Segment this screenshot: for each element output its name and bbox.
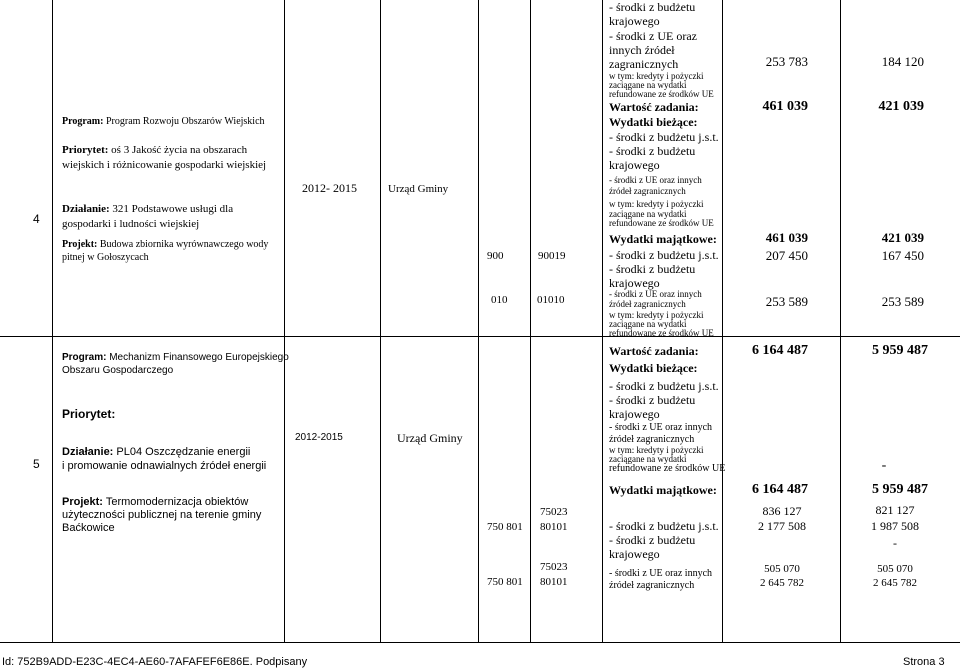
majatkowe-amount: 461 039 — [765, 230, 808, 245]
funding-desc: - środki z budżetu j.s.t. — [609, 248, 719, 262]
program-line — [62, 116, 265, 128]
dzial-code: 750 801 — [487, 576, 523, 588]
rozdzial-code: 75023 — [540, 506, 568, 518]
funding-desc: refundowane ze środków UE — [609, 218, 714, 228]
funding-desc: refundowane ze środków UE — [609, 328, 714, 338]
funding-desc: - środki z UE oraz innych — [609, 175, 702, 185]
funding-desc: - środki z budżetu — [609, 144, 696, 158]
priorytet-value: oś 3 Jakość życia na obszarach — [108, 144, 248, 156]
majatkowe-label: Wydatki majątkowe: — [609, 232, 717, 246]
amount: 505 070 — [877, 563, 913, 575]
period: 2012- 2015 — [302, 181, 357, 195]
column-divider — [52, 0, 53, 642]
column-divider — [478, 0, 479, 642]
unit: Urząd Gminy — [397, 431, 463, 445]
priorytet-label: Priorytet: — [62, 144, 109, 156]
majatkowe-amount: 421 039 — [881, 230, 924, 245]
dzialanie-value: PL04 Oszczędzanie energii — [113, 446, 251, 458]
projekt-label: Projekt: — [62, 239, 98, 250]
column-divider — [284, 0, 285, 642]
amount: 253 783 — [765, 54, 808, 69]
page-number: Strona 3 — [903, 656, 945, 668]
funding-desc: - środki z budżetu — [609, 533, 696, 547]
program-label: Program: — [62, 116, 104, 127]
funding-desc: - środki z UE oraz — [609, 29, 697, 43]
column-divider — [722, 0, 723, 642]
priorytet-value-2: wiejskich i różnicowanie gospodarki wiejskiej — [62, 159, 267, 171]
projekt-value: Budowa zbiornika wyrównawczego wody — [97, 239, 269, 250]
program-value-2: Obszaru Gospodarczego — [62, 365, 174, 376]
priorytet-label: Priorytet: — [62, 407, 116, 421]
funding-desc: zaciągane na wydatki — [609, 209, 687, 219]
funding-desc: - środki z budżetu j.s.t. — [609, 130, 719, 144]
dzialanie-label: Działanie: — [62, 203, 110, 215]
rozdzial-code: 01010 — [537, 294, 565, 306]
dzial-code: 900 — [487, 250, 504, 262]
dzialanie-line — [62, 446, 250, 459]
row-number: 5 — [33, 457, 40, 471]
funding-desc: - środki z budżetu j.s.t. — [609, 379, 719, 393]
funding-desc: krajowego — [609, 407, 660, 421]
projekt-label: Projekt: — [62, 496, 103, 508]
column-divider — [530, 0, 531, 642]
row-divider — [0, 336, 960, 337]
wartosc-amount: 5 959 487 — [872, 343, 928, 358]
biezace-label: Wydatki bieżące: — [609, 115, 698, 129]
majatkowe-label: Wydatki majątkowe: — [609, 483, 717, 497]
funding-desc: krajowego — [609, 158, 660, 172]
funding-desc: - środki z budżetu — [609, 393, 696, 407]
wartosc-amount: 6 164 487 — [752, 343, 808, 358]
funding-desc: refundowane ze środków UE — [609, 89, 714, 99]
rozdzial-code: 80101 — [540, 576, 568, 588]
amount: 821 127 — [875, 503, 915, 517]
amount: 836 127 — [762, 504, 802, 518]
funding-desc: - środki z UE oraz innych — [609, 289, 702, 299]
funding-desc: w tym: kredyty i pożyczki — [609, 310, 704, 320]
row-number: 4 — [33, 212, 40, 226]
rozdzial-code: 80101 — [540, 521, 568, 533]
funding-desc: krajowego — [609, 547, 660, 561]
projekt-value: Termomodernizacja obiektów — [102, 496, 249, 508]
funding-desc: źródeł zagranicznych — [609, 580, 695, 591]
column-divider — [602, 0, 603, 642]
amount: 253 589 — [765, 294, 808, 309]
funding-desc: źródeł zagranicznych — [609, 186, 686, 196]
priorytet-line — [62, 144, 247, 157]
projekt-value-3: Baćkowice — [62, 522, 115, 534]
funding-desc: zaciągane na wydatki — [609, 454, 687, 464]
majatkowe-amount: 6 164 487 — [752, 482, 808, 497]
program-value: Mechanizm Finansowego Europejskiego — [106, 352, 289, 363]
program-label: Program: — [62, 352, 107, 363]
funding-desc: źródeł zagranicznych — [609, 434, 695, 445]
funding-desc: - środki z budżetu j.s.t. — [609, 519, 719, 533]
dzialanie-label: Działanie: — [62, 446, 114, 458]
amount: 253 589 — [881, 294, 924, 309]
amount: 2 177 508 — [758, 519, 806, 533]
wartosc-amount: 461 039 — [762, 99, 808, 114]
projekt-value-2: użyteczności publicznej na terenie gminy — [62, 509, 262, 521]
dzialanie-value-2: i promowanie odnawialnych źródeł energii — [62, 460, 267, 472]
biezace-label: Wydatki bieżące: — [609, 361, 698, 375]
projekt-value-2: pitnej w Gołoszycach — [62, 252, 149, 263]
funding-desc: innych źródeł — [609, 43, 675, 57]
funding-desc: zagranicznych — [609, 57, 679, 71]
rozdzial-code: 75023 — [540, 561, 568, 573]
dzialanie-value: 321 Podstawowe usługi dla — [109, 203, 234, 215]
program-line — [62, 352, 289, 364]
funding-desc: - środki z UE oraz innych — [609, 422, 713, 433]
document-id: Id: 752B9ADD-E23C-4EC4-AE60-7AFAFEF6E86E. Podpisany — [2, 656, 308, 668]
projekt-line — [62, 239, 268, 251]
wartosc-amount: 421 039 — [878, 99, 924, 114]
funding-desc: zaciągane na wydatki — [609, 319, 687, 329]
funding-desc: źródeł zagranicznych — [609, 299, 686, 309]
projekt-line — [62, 496, 248, 509]
amount: 1 987 508 — [871, 519, 919, 533]
amount: 207 450 — [765, 248, 808, 263]
funding-desc: krajowego — [609, 14, 660, 28]
empty-value: - — [893, 536, 897, 550]
column-divider — [840, 0, 841, 642]
wartosc-label: Wartość zadania: — [609, 344, 699, 358]
amount: 505 070 — [764, 563, 800, 575]
footer-divider — [0, 642, 960, 643]
unit: Urząd Gminy — [388, 183, 449, 195]
funding-desc: - środki z budżetu — [609, 262, 696, 276]
amount: 2 645 782 — [873, 577, 917, 589]
funding-desc: zaciągane na wydatki — [609, 80, 687, 90]
empty-value: - — [881, 458, 887, 473]
funding-desc: krajowego — [609, 276, 660, 290]
period: 2012-2015 — [295, 432, 343, 443]
amount: 167 450 — [881, 248, 924, 263]
amount: 184 120 — [881, 54, 924, 69]
dzial-code: 010 — [491, 294, 508, 306]
dzialanie-value-2: gospodarki i ludności wiejskiej — [62, 218, 200, 230]
dzial-code: 750 801 — [487, 521, 523, 533]
column-divider — [380, 0, 381, 642]
rozdzial-code: 90019 — [538, 250, 566, 262]
funding-desc: - środki z UE oraz innych — [609, 568, 713, 579]
program-value: Program Rozwoju Obszarów Wiejskich — [103, 116, 265, 127]
funding-desc: w tym: kredyty i pożyczki — [609, 71, 704, 81]
funding-desc: refundowane ze środków UE — [609, 463, 726, 474]
funding-desc: w tym: kredyty i pożyczki — [609, 199, 704, 209]
majatkowe-amount: 5 959 487 — [872, 482, 928, 497]
wartosc-label: Wartość zadania: — [609, 100, 699, 114]
funding-desc: w tym: kredyty i pożyczki — [609, 445, 704, 455]
dzialanie-line — [62, 203, 233, 216]
funding-desc: - środki z budżetu — [609, 0, 696, 14]
amount: 2 645 782 — [760, 577, 804, 589]
